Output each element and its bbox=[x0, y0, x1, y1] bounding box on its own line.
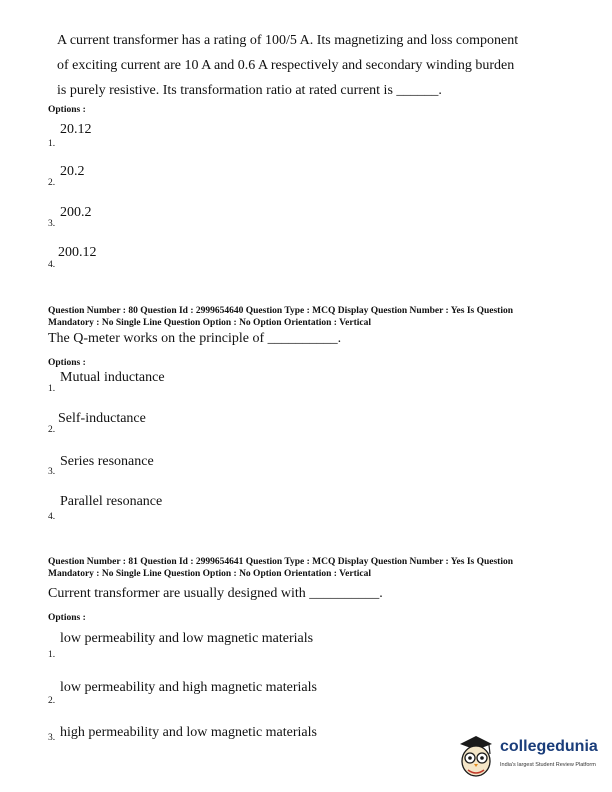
option-text[interactable]: low permeability and high magnetic materials bbox=[60, 680, 317, 695]
stem-line: A current transformer has a rating of 100/5 A. Its magnetizing and loss component bbox=[57, 33, 519, 48]
option-text[interactable]: Mutual inductance bbox=[60, 370, 165, 385]
option-number: 2. bbox=[48, 425, 56, 435]
option-text[interactable]: Parallel resonance bbox=[60, 494, 163, 509]
option-number: 1. bbox=[48, 384, 56, 394]
option-number: 4. bbox=[48, 260, 56, 270]
option-number: 3. bbox=[48, 467, 56, 477]
stem-line: of exciting current are 10 A and 0.6 A respectively and secondary winding burden bbox=[57, 58, 515, 73]
question-79-stem bbox=[57, 28, 557, 103]
option-number: 3. bbox=[48, 219, 56, 229]
option-text[interactable]: 200.2 bbox=[60, 205, 92, 220]
meta-line: Question Number : 81 Question Id : 2999654641 Question Type : MCQ Display Question Number : Yes Is Question bbox=[48, 557, 514, 567]
options-label: Options : bbox=[48, 358, 86, 368]
meta-line: Question Number : 80 Question Id : 2999654640 Question Type : MCQ Display Question Number : Yes Is Question bbox=[48, 306, 514, 316]
option-number: 1. bbox=[48, 650, 56, 660]
question-80-text: The Q-meter works on the principle of __________. bbox=[48, 331, 342, 346]
owl-mascot-icon bbox=[456, 734, 496, 780]
brand-name: collegedunia bbox=[500, 738, 598, 755]
option-number: 2. bbox=[48, 696, 56, 706]
question-81-text: Current transformer are usually designed with __________. bbox=[48, 586, 383, 601]
option-number: 1. bbox=[48, 139, 56, 149]
brand-logo[interactable] bbox=[456, 732, 606, 784]
option-text[interactable]: Self-inductance bbox=[58, 411, 146, 426]
meta-line: Mandatory : No Single Line Question Option : No Option Orientation : Vertical bbox=[48, 318, 372, 328]
question-80-meta bbox=[48, 305, 588, 329]
option-text[interactable]: Series resonance bbox=[60, 454, 154, 469]
option-text[interactable]: high permeability and low magnetic materials bbox=[60, 725, 317, 740]
brand-tagline: India's largest Student Review Platform bbox=[500, 762, 596, 768]
stem-line: is purely resistive. Its transformation ratio at rated current is ______. bbox=[57, 83, 442, 98]
option-text[interactable]: 20.2 bbox=[60, 164, 85, 179]
options-label: Options : bbox=[48, 613, 86, 623]
option-number: 3. bbox=[48, 733, 56, 743]
option-number: 2. bbox=[48, 178, 56, 188]
option-text[interactable]: 200.12 bbox=[58, 245, 97, 260]
meta-line: Mandatory : No Single Line Question Option : No Option Orientation : Vertical bbox=[48, 569, 372, 579]
option-text[interactable]: 20.12 bbox=[60, 122, 92, 137]
option-text[interactable]: low permeability and low magnetic materials bbox=[60, 631, 314, 646]
question-81-meta bbox=[48, 556, 588, 580]
options-label: Options : bbox=[48, 105, 86, 115]
option-number: 4. bbox=[48, 512, 56, 522]
